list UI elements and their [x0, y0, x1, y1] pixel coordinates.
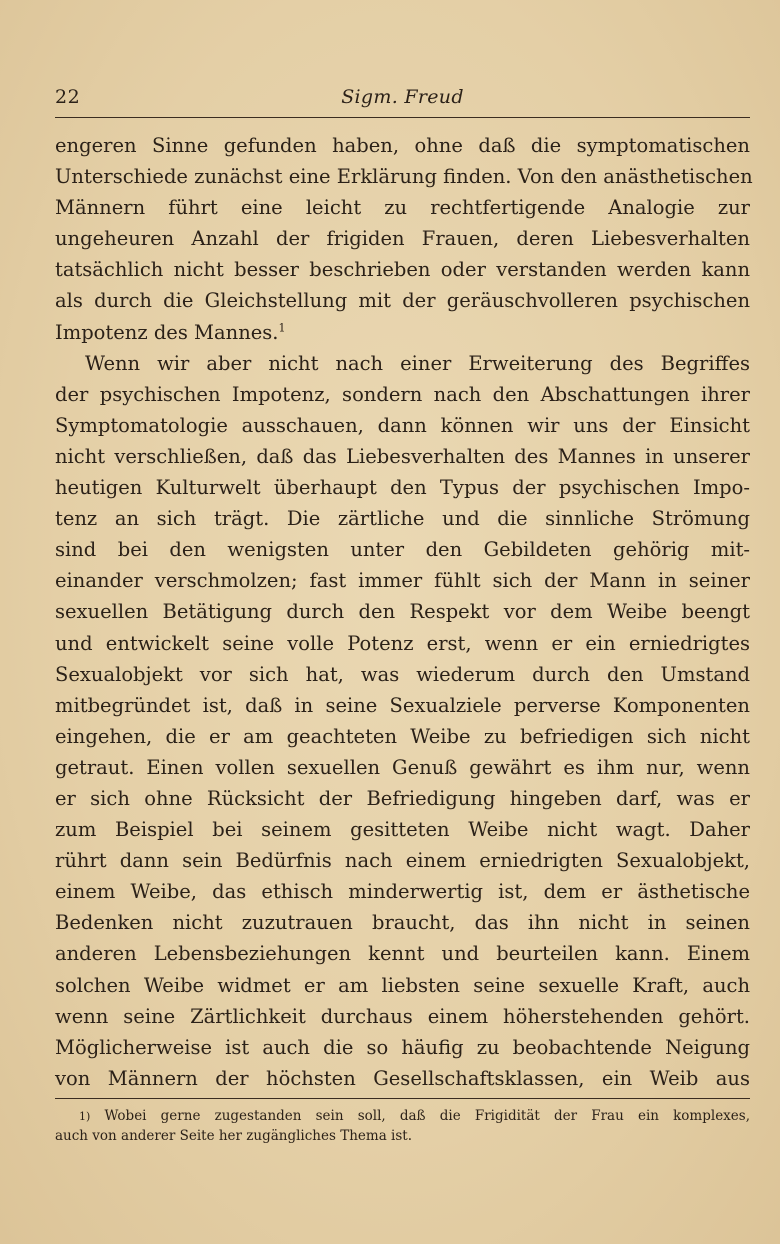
text-line: wenn seine Zärtlichkeit durchaus einem höherstehenden gehört. — [55, 1004, 750, 1028]
running-head: Sigm. Freud — [341, 86, 464, 108]
text-line: sexuellen Betätigung durch den Respekt vor dem Weibe beengt — [55, 600, 750, 624]
text-line: sind bei den wenigsten unter den Gebildeten gehörig mit- — [55, 538, 750, 562]
text-line: der psychischen Impotenz, sondern nach den Abschattungen ihrer — [55, 382, 750, 406]
text-line: nicht verschließen, daß das Liebesverhalten des Mannes in unserer — [55, 444, 750, 468]
text-line: rührt dann sein Bedürfnis nach einem erniedrigten Sexualobjekt, — [55, 849, 750, 873]
text-line: einander verschmolzen; fast immer fühlt sich der Mann in seiner — [55, 569, 750, 593]
text-line: Männern führt eine leicht zu rechtfertigende Analogie zur — [55, 196, 750, 220]
text-line: heutigen Kulturwelt überhaupt den Typus der psychischen Impo- — [55, 476, 750, 500]
text-line: Möglicherweise ist auch die so häufig zu beobachtende Neigung — [55, 1035, 750, 1059]
header-rule — [55, 117, 750, 118]
text-line: von Männern der höchsten Gesellschaftsklassen, ein Weib aus — [55, 1066, 750, 1090]
text-line: mitbegründet ist, daß in seine Sexualziele perverse Komponenten — [55, 693, 750, 717]
text-line: Bedenken nicht zuzutrauen braucht, das ihn nicht in seinen — [55, 911, 750, 935]
text-line-paragraph-start: Wenn wir aber nicht nach einer Erweiterung des Begriffes — [85, 351, 750, 375]
text-line: zum Beispiel bei seinem gesitteten Weibe nicht wagt. Daher — [55, 818, 750, 842]
text-line-content: Impotenz des Mannes. — [55, 320, 279, 344]
footnote-rule — [55, 1098, 750, 1099]
footnote-text: Wobei gerne zugestanden sein soll, daß die Frigidität der Frau ein komplexes, — [104, 1108, 751, 1124]
text-line: einem Weibe, das ethisch minderwertig ist, dem er ästhetische — [55, 880, 750, 904]
text-line: solchen Weibe widmet er am liebsten seine sexuelle Kraft, auch — [55, 973, 750, 997]
text-line: getraut. Einen vollen sexuellen Genuß gewährt es ihm nur, wenn — [55, 755, 750, 779]
text-line: tenz an sich trägt. Die zärtliche und die sinnliche Strömung — [55, 507, 750, 531]
footnote-line — [55, 1106, 750, 1126]
footnote — [55, 1106, 750, 1146]
text-line: als durch die Gleichstellung mit der geräuschvolleren psychischen — [55, 289, 750, 313]
text-line-paragraph-end — [55, 317, 750, 348]
footnote-reference: 1 — [278, 321, 286, 335]
text-line: Sexualobjekt vor sich hat, was wiederum durch den Umstand — [55, 662, 750, 686]
footnote-line: auch von anderer Seite her zugängliches Thema ist. — [55, 1128, 413, 1144]
text-line: tatsächlich nicht besser beschrieben oder verstanden werden kann — [55, 258, 750, 282]
text-line: engeren Sinne gefunden haben, ohne daß die symptomatischen — [55, 134, 750, 157]
text-line: er sich ohne Rücksicht der Befriedigung hingeben darf, was er — [55, 786, 750, 810]
text-line: anderen Lebensbeziehungen kennt und beurteilen kann. Einem — [55, 942, 750, 966]
page-number: 22 — [55, 86, 81, 108]
text-line: Symptomatologie ausschauen, dann können wir uns der Einsicht — [55, 413, 750, 437]
page-header — [55, 86, 750, 114]
text-line: und entwickelt seine volle Potenz erst, wenn er ein erniedrigtes — [55, 631, 750, 655]
text-line: eingehen, die er am geachteten Weibe zu befriedigen sich nicht — [55, 724, 750, 748]
footnote-marker: 1) — [79, 1110, 91, 1123]
text-line: ungeheuren Anzahl der frigiden Frauen, deren Liebesverhalten — [55, 227, 750, 251]
body-text — [55, 130, 753, 1094]
text-line: Unterschiede zunächst eine Erklärung finden. Von den anästhetischen — [55, 165, 753, 189]
